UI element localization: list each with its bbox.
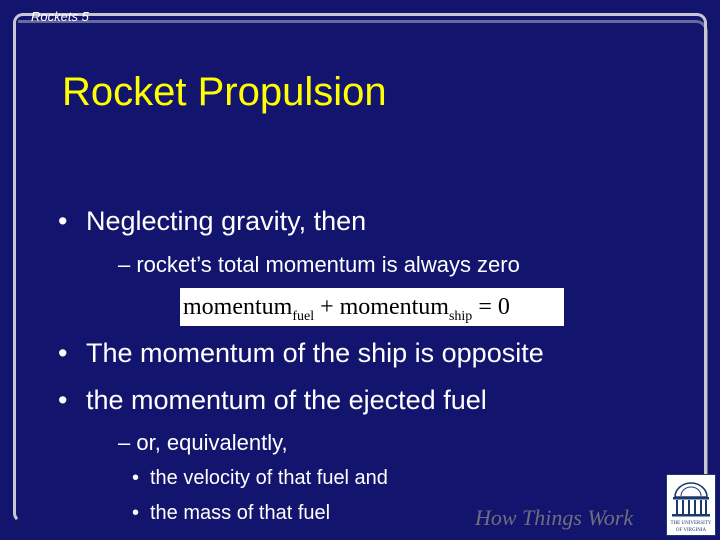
bullet-2-text: The momentum of the ship is opposite (86, 338, 544, 368)
bullet-2 (58, 338, 544, 369)
university-logo (666, 474, 716, 536)
equation-plus: + (320, 294, 334, 320)
bullet-3-subsub-2-text: the mass of that fuel (150, 502, 331, 524)
bullet-marker: • (58, 385, 68, 415)
bullet-3-sub: – or, equivalently, (118, 430, 288, 455)
bullet-3-subsub-2 (132, 502, 330, 525)
bullet-1-sub: – rocket’s total momentum is always zero (118, 252, 520, 277)
equation-term-1-sub: fuel (292, 309, 315, 324)
bullet-1 (58, 206, 366, 237)
slide-title: Rocket Propulsion (62, 70, 387, 114)
slide-header-label: Rockets 5 (31, 9, 89, 24)
logo-line-1: THE UNIVERSITY (670, 521, 712, 526)
bullet-marker: • (132, 502, 140, 524)
momentum-equation (180, 288, 564, 326)
equation-equals: = 0 (478, 294, 510, 320)
logo-line-2: OF VIRGINIA (675, 528, 707, 533)
brand-text: How Things Work (475, 505, 634, 530)
bullet-1-text: Neglecting gravity, then (86, 206, 367, 236)
bullet-3-subsub-1-text: the velocity of that fuel and (150, 467, 388, 489)
equation-term-2-sub: ship (448, 309, 473, 324)
bullet-3-text: the momentum of the ejected fuel (86, 385, 487, 415)
rotunda-icon (667, 475, 715, 519)
equation-term-1: momentum (183, 294, 293, 320)
bullet-marker: • (58, 338, 68, 368)
bullet-3 (58, 385, 487, 416)
bullet-marker: • (132, 467, 140, 489)
bullet-marker: • (58, 206, 68, 236)
bullet-3-subsub-1 (132, 467, 388, 490)
equation-term-2: momentum (339, 294, 449, 320)
